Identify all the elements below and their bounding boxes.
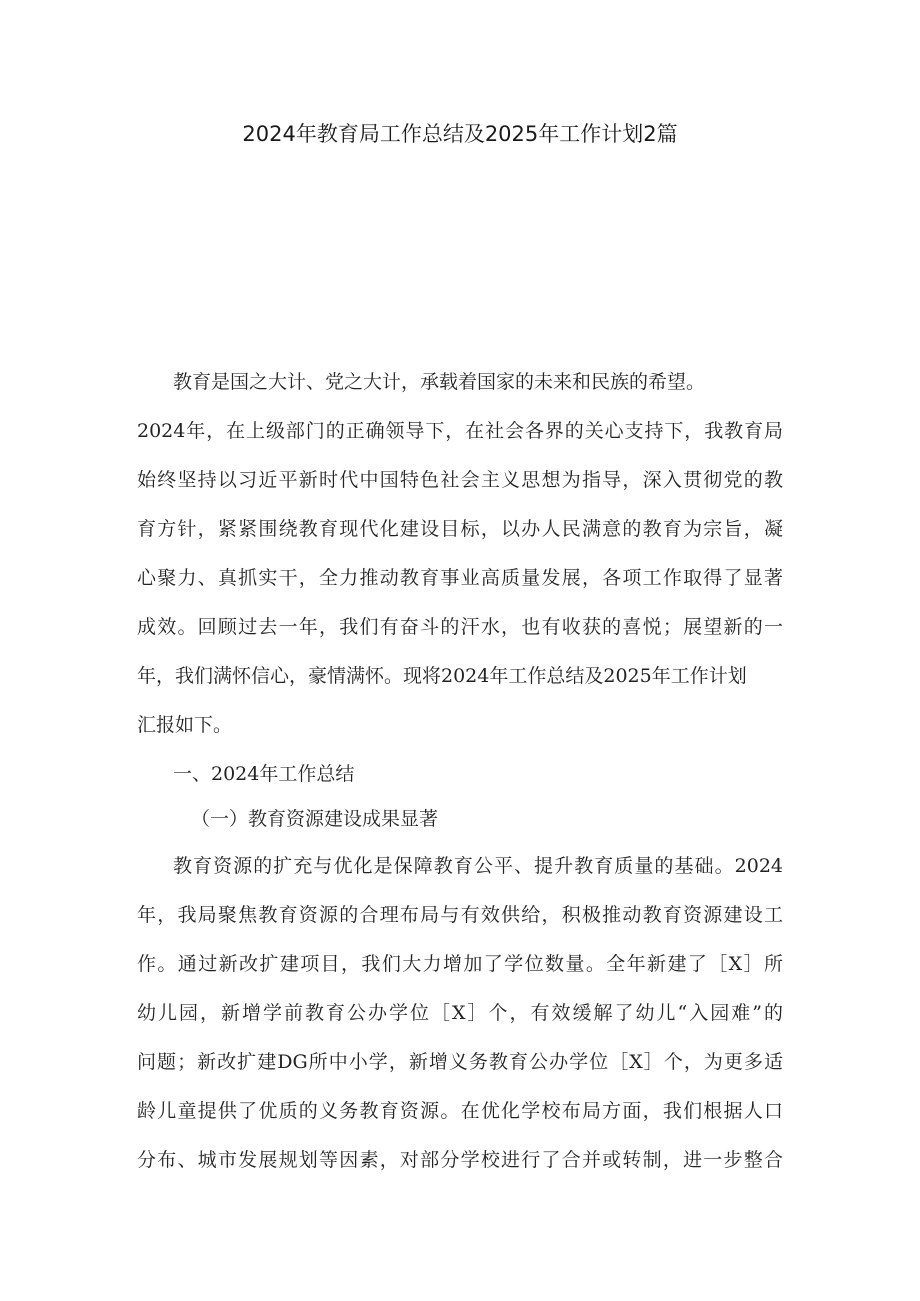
section-heading: 一、2024年工作总结 [173,763,355,785]
paragraph-line: 始终坚持以习近平新时代中国特色社会主义思想为指导，深入贯彻党的教 [137,469,783,491]
paragraph-line: 2024年，在上级部门的正确领导下，在社会各界的关心支持下，我教育局 [137,420,783,442]
paragraph-line: 问题；新改扩建DG所中小学，新增义务教育公办学位［X］个，为更多适 [137,1051,783,1073]
paragraph-line: 龄儿童提供了优质的义务教育资源。在优化学校布局方面，我们根据人口 [137,1100,783,1122]
paragraph-line: 成效。回顾过去一年，我们有奋斗的汗水，也有收获的喜悦；展望新的一 [137,616,783,638]
paragraph-line: 育方针，紧紧围绕教育现代化建设目标，以办人民满意的教育为宗旨，凝 [137,518,783,540]
paragraph-line: 分布、城市发展规划等因素，对部分学校进行了合并或转制，进一步整合 [137,1149,783,1171]
document-title: 2024年教育局工作总结及2025年工作计划2篇 [242,122,678,146]
paragraph-line: 幼儿园，新增学前教育公办学位［X］个，有效缓解了幼儿“入园难”的 [137,1002,783,1024]
paragraph-line: 教育资源的扩充与优化是保障教育公平、提升教育质量的基础。2024 [173,855,783,877]
paragraph-line: 年，我们满怀信心，豪情满怀。现将2024年工作总结及2025年工作计划 [137,665,747,687]
paragraph-line: 心聚力、真抓实干，全力推动教育事业高质量发展，各项工作取得了显著 [137,567,783,589]
paragraph-line: 汇报如下。 [137,714,233,736]
paragraph-line: 年，我局聚焦教育资源的合理布局与有效供给，积极推动教育资源建设工 [137,904,783,926]
document-body [137,0,783,1301]
paragraph-line: 教育是国之大计、党之大计，承载着国家的未来和民族的希望。 [173,371,706,393]
subsection-heading: （一）教育资源建设成果显著 [191,808,439,830]
paragraph-line: 作。通过新改扩建项目，我们大力增加了学位数量。全年新建了［X］所 [137,953,783,975]
